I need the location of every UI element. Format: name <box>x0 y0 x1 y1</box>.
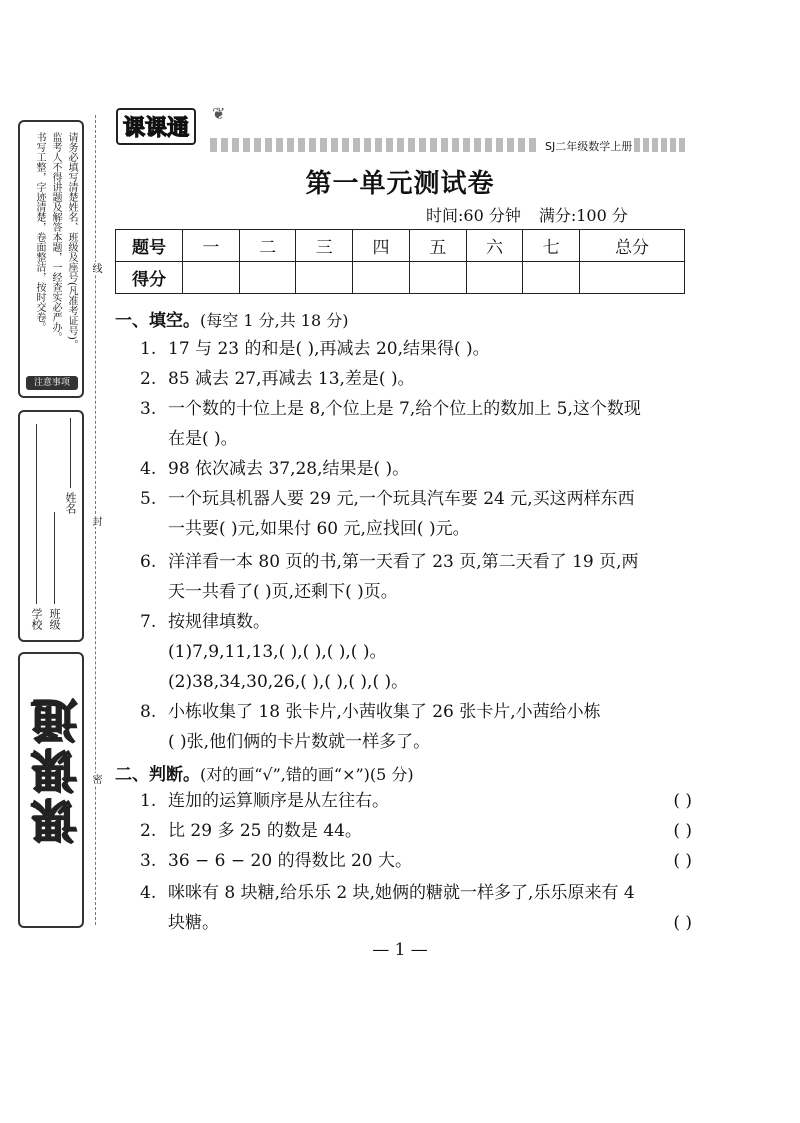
cut-mark-xian: 线 <box>90 263 101 273</box>
question-text: 85 减去 27,再减去 13,差是( )。 <box>168 369 415 389</box>
page-title: 第一单元测试卷 <box>305 169 495 199</box>
question-number: 4. <box>140 883 157 903</box>
question-number: 3. <box>140 851 157 871</box>
score-input-cell[interactable] <box>296 262 353 294</box>
question-number: 4. <box>140 459 157 479</box>
question-line <box>140 394 692 424</box>
question-line <box>140 607 692 637</box>
question-text: 小栋收集了 18 张卡片,小茜收集了 26 张卡片,小茜给小栋 <box>168 702 601 722</box>
question-line <box>140 727 692 757</box>
score-cell: 七 <box>523 230 580 262</box>
question-number: 8. <box>140 702 157 722</box>
time-info <box>426 203 646 226</box>
cut-mark-feng: 封 <box>90 516 101 526</box>
school-label: 学校 <box>30 608 43 630</box>
page-number: — 1 — <box>372 940 428 960</box>
score-row-label: 得分 <box>116 262 183 294</box>
score-cell: 四 <box>353 230 410 262</box>
score-table-score-row <box>116 262 685 294</box>
section2-title: 二、判断。 <box>115 765 200 785</box>
question-line <box>140 547 692 577</box>
score-table <box>115 229 685 294</box>
notice-badge: 注意事项 <box>26 376 78 390</box>
section1-title: 一、填空。 <box>115 311 200 331</box>
question-number: 5. <box>140 489 157 509</box>
notice-line: 书写工整，字迹清楚，卷面整洁，按时交卷。 <box>34 132 45 332</box>
question-line <box>140 667 692 697</box>
checker-bar <box>210 138 540 152</box>
score-input-cell[interactable] <box>353 262 410 294</box>
question-text: 天一共看了( )页,还剩下( )页。 <box>168 582 398 602</box>
question-line <box>140 697 692 727</box>
leaf-icon: ❦ <box>212 104 226 123</box>
question-text: 连加的运算顺序是从左往右。 <box>168 791 389 811</box>
score-cell: 六 <box>466 230 523 262</box>
question-text: 在是( )。 <box>168 429 238 449</box>
question-text: 一个数的十位上是 8,个位上是 7,给个位上的数加上 5,这个数现 <box>168 399 641 419</box>
question-text: 按规律填数。 <box>168 612 270 632</box>
name-label: 姓名 <box>64 492 77 514</box>
notice-line: 监考人不得讲题及解答本题，一经查实必严办。 <box>50 132 61 342</box>
grade-tag: SJ二年级数学上册 <box>545 140 633 153</box>
score-cell: 三 <box>296 230 353 262</box>
class-label: 班级 <box>48 608 61 630</box>
question-line <box>140 424 692 454</box>
question-text: 洋洋看一本 80 页的书,第一天看了 23 页,第二天看了 19 页,两 <box>168 552 639 572</box>
question-number: 1. <box>140 791 157 811</box>
judge-line <box>140 816 692 846</box>
score-input-cell[interactable] <box>183 262 240 294</box>
score-cell: 二 <box>239 230 296 262</box>
school-line <box>36 424 37 604</box>
question-line <box>140 484 692 514</box>
question-text: 98 依次减去 37,28,结果是( )。 <box>168 459 410 479</box>
question-text: 36 − 6 − 20 的得数比 20 大。 <box>168 851 413 871</box>
question-text: 比 29 多 25 的数是 44。 <box>168 821 362 841</box>
score-table-header-row <box>116 230 685 262</box>
judge-line <box>140 908 692 938</box>
question-number: 3. <box>140 399 157 419</box>
score-cell: 五 <box>409 230 466 262</box>
question-line <box>140 334 692 364</box>
question-number: 7. <box>140 612 157 632</box>
cut-mark-mi: 密 <box>90 774 101 784</box>
judge-line <box>140 786 692 816</box>
score-cell: 题号 <box>116 230 183 262</box>
question-text: 17 与 23 的和是( ),再减去 20,结果得( )。 <box>168 339 490 359</box>
section1-note: (每空 1 分,共 18 分) <box>200 311 349 330</box>
question-number: 1. <box>140 339 157 359</box>
question-text: (1)7,9,11,13,( ),( ),( ),( )。 <box>168 642 387 662</box>
checker-bar-right <box>634 138 688 152</box>
side-logo-text: 课课通 <box>30 694 84 844</box>
score-input-cell[interactable] <box>523 262 580 294</box>
question-line <box>140 577 692 607</box>
side-logo-box <box>18 652 84 928</box>
question-text: 咪咪有 8 块糖,给乐乐 2 块,她俩的糖就一样多了,乐乐原来有 4 <box>168 883 635 903</box>
score-cell: 一 <box>183 230 240 262</box>
question-line <box>140 514 692 544</box>
score-input-cell[interactable] <box>466 262 523 294</box>
name-line <box>70 418 71 488</box>
section2-heading <box>115 760 414 785</box>
question-number: 6. <box>140 552 157 572</box>
question-number: 2. <box>140 369 157 389</box>
question-line <box>140 454 692 484</box>
question-line <box>140 637 692 667</box>
answer-paren[interactable]: ( ) <box>673 821 692 841</box>
score-input-cell[interactable] <box>409 262 466 294</box>
full-score: 满分:100 分 <box>538 206 628 225</box>
notice-line: 请务必填写清楚姓名、班级及座号(凡准考证号)。 <box>66 132 77 350</box>
answer-paren[interactable]: ( ) <box>673 851 692 871</box>
question-text: ( )张,他们俩的卡片数就一样多了。 <box>168 732 431 752</box>
time-limit: 时间:60 分钟 <box>426 206 521 225</box>
question-number: 2. <box>140 821 157 841</box>
question-line <box>140 364 692 394</box>
question-text: 一个玩具机器人要 29 元,一个玩具汽车要 24 元,买这两样东西 <box>168 489 635 509</box>
question-text: 块糖。 <box>168 913 219 933</box>
answer-paren[interactable]: ( ) <box>673 791 692 811</box>
judge-line <box>140 846 692 876</box>
judge-line <box>140 878 692 908</box>
question-text: (2)38,34,30,26,( ),( ),( ),( )。 <box>168 672 409 692</box>
class-line <box>54 512 55 604</box>
brand-logo: 课课通 <box>116 108 196 145</box>
answer-paren[interactable]: ( ) <box>673 913 692 933</box>
question-text: 一共要( )元,如果付 60 元,应找回( )元。 <box>168 519 470 539</box>
student-info-box <box>18 410 84 642</box>
score-input-cell[interactable] <box>239 262 296 294</box>
score-input-cell[interactable] <box>580 262 685 294</box>
notice-box <box>18 120 84 398</box>
score-cell: 总分 <box>580 230 685 262</box>
section2-note: (对的画“√”,错的画“×”)(5 分) <box>200 765 414 784</box>
section1-heading <box>115 306 348 331</box>
